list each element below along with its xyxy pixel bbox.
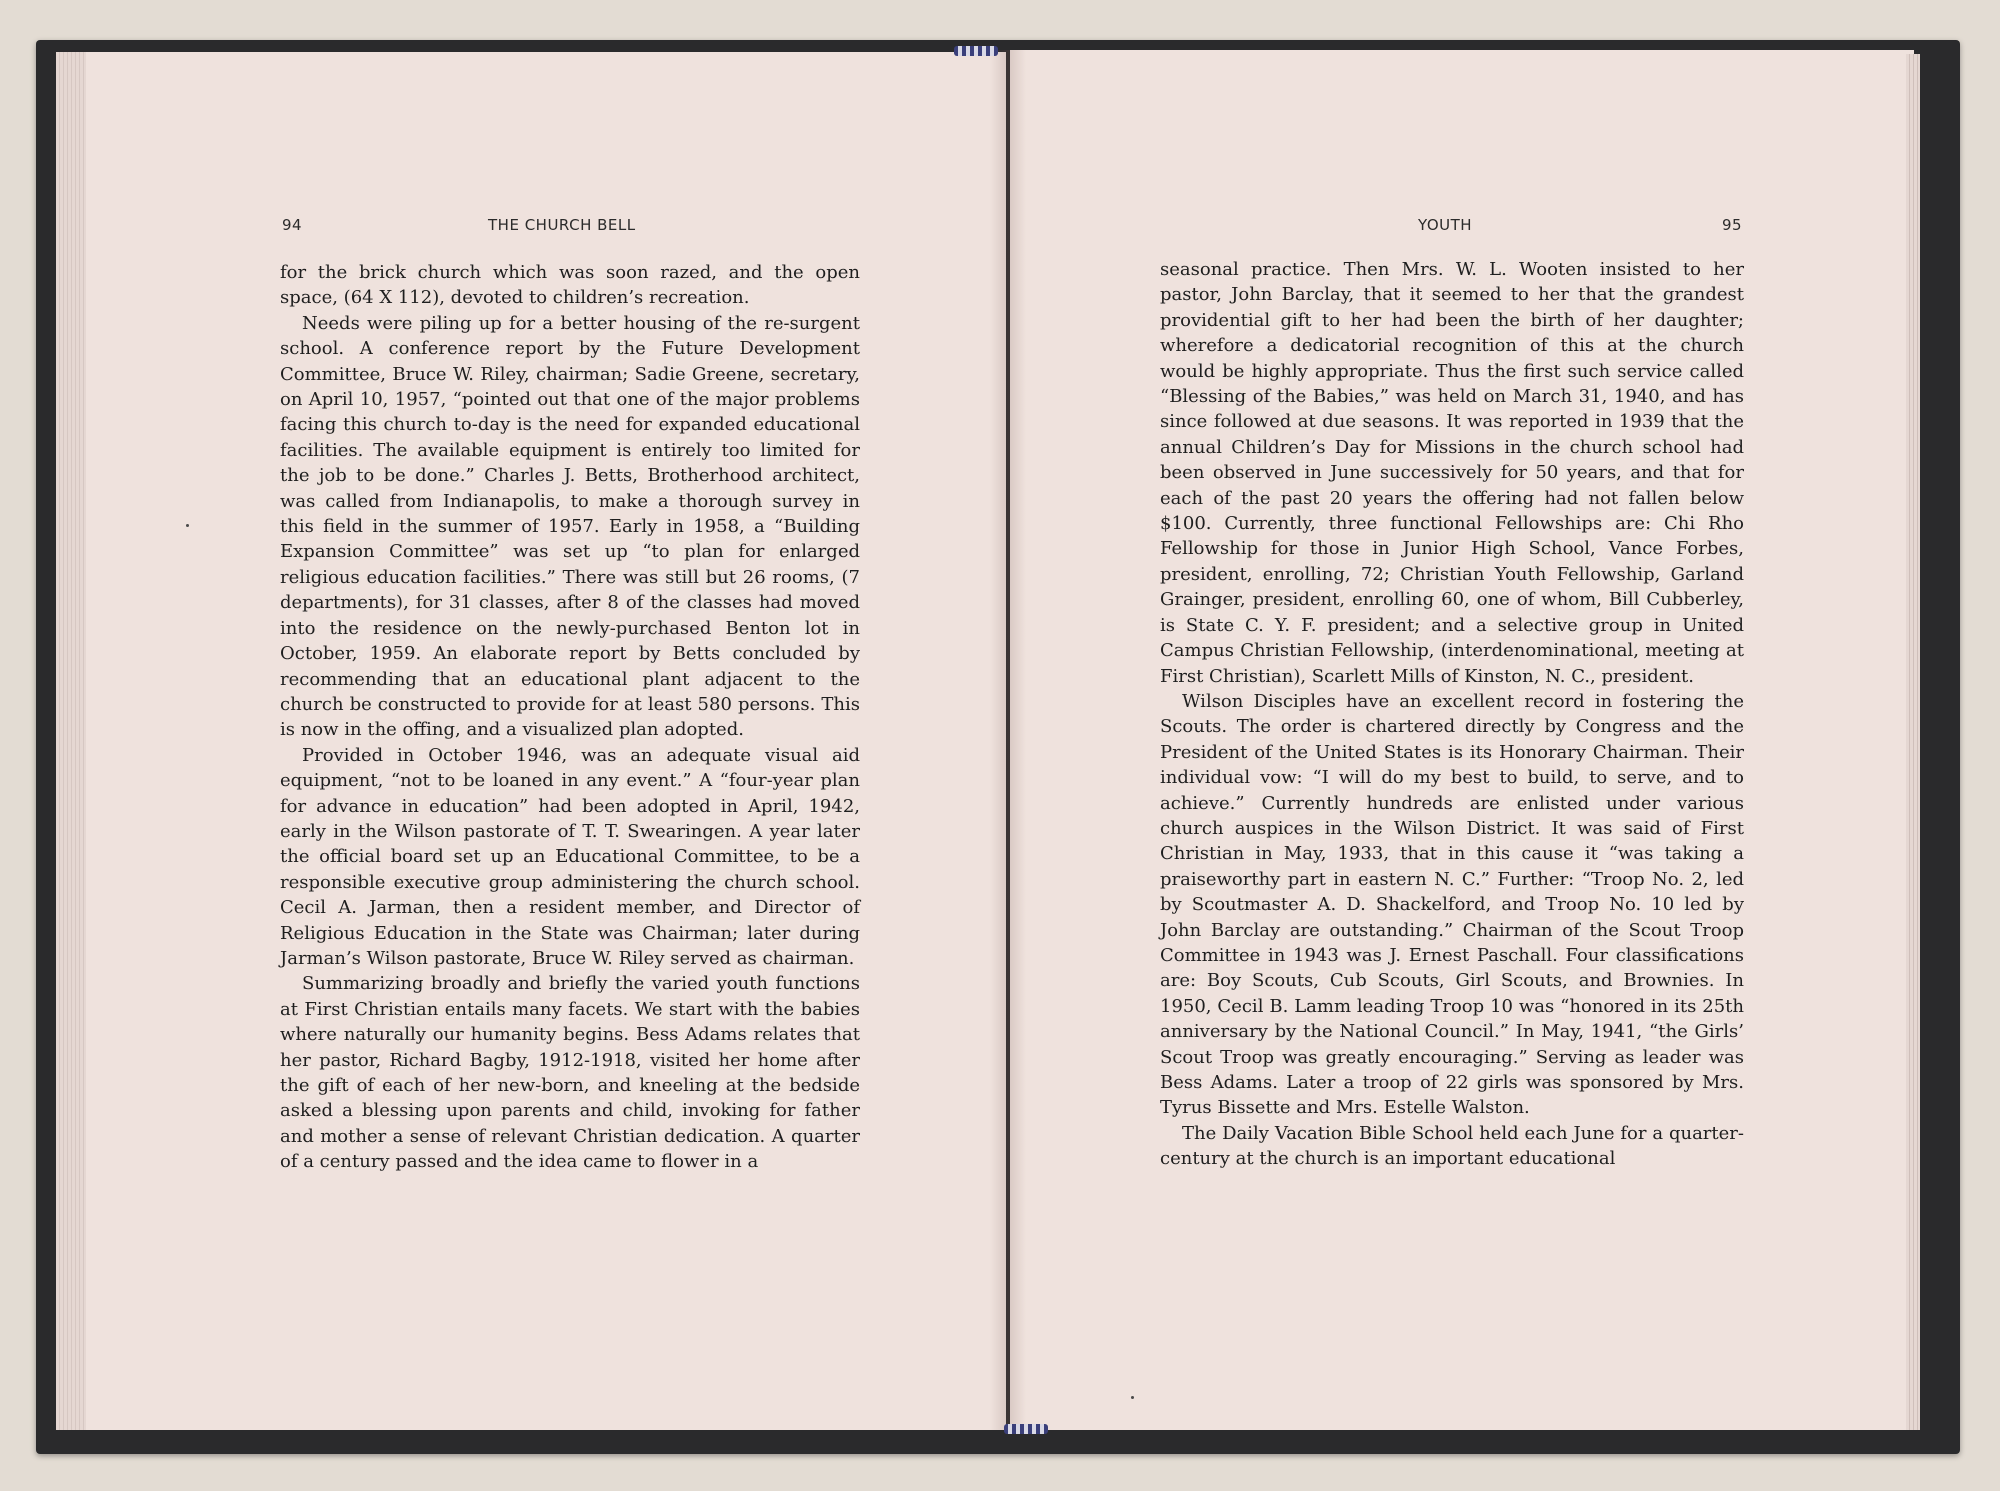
left-paragraph-2: Needs were piling up for a better housing of the re-surgent school. A conference report by the Future Development Committee, Bruce W. Riley, chairman; Sadie Greene, secretary, on April 10, 1957, “pointed out that one of the major problems facing this church to-day is the need for expanded educational facilities. The available equipment is entirely too limited for the job to be done.” Charles J. Betts, Brotherhood architect, was called from Indianapolis, to make a thorough survey in this field in the summer of 1957. Early in 1958, a “Building Expansion Committee” was set up “to plan for enlarged religious education facilities.” There was still but 26 rooms, (7 departments), for 31 classes, after 8 of the classes had moved into the residence on the newly-purchased Benton lot in October, 1959. An elaborate report by Betts concluded by recommending that an educational plant adjacent to the church be constructed to provide for at least 580 persons. This is now in the offing, and a visualized plan adopted. [280,312,860,741]
book-gutter [990,50,1026,1430]
right-page-edges [1906,54,1920,1430]
right-page-text [1160,257,1744,1172]
right-running-head: YOUTH [1418,216,1473,234]
paper-speck [186,524,189,527]
right-page-number: 95 [1722,216,1743,234]
left-paragraph-3: Provided in October 1946, was an adequate visual aid equipment, “not to be loaned in any event.” A “four-year plan for advance in education” had been adopted in April, 1942, early in the Wilson pastorate of T. T. Swearingen. A year later the official board set up an Educational Committee, to be a responsible executive group administering the church school. Cecil A. Jarman, then a resident member, and Director of Religious Education in the State was Chairman; later during Jarman’s Wilson pastorate, Bruce W. Riley served as chairman. [280,744,860,969]
left-page-edges [56,52,86,1430]
left-paragraph-4: Summarizing broadly and briefly the varied youth functions at First Christian entails many facets. We start with the babies where naturally our humanity begins. Bess Adams relates that her pastor, Richard Bagby, 1912-1918, visited her home after the gift of each of her new-born, and kneeling at the bedside asked a blessing upon parents and child, invoking for father and mother a sense of relevant Christian dedication. A quarter of a century passed and the idea came to flower in a [280,973,860,1173]
right-paragraph-1: seasonal practice. Then Mrs. W. L. Wooten insisted to her pastor, John Barclay, that it seemed to her that the grandest providential gift to her had been the birth of her daughter; wherefore a dedicatorial recognition of this at the church would be highly appropriate. Thus the first such service called “Blessing of the Babies,” was held on March 31, 1940, and has since followed at due seasons. It was reported in 1939 that the annual Children’s Day for Missions in the church school had been observed in June successively for 50 years, and that for each of the past 20 years the offering had not fallen below $100. Currently, three functional Fellowships are: Chi Rho Fellowship for those in Junior High School, Vance Forbes, president, enrolling, 72; Christian Youth Fellowship, Garland Grainger, president, enrolling 60, one of whom, Bill Cubberley, is State C. Y. F. president; and a selective group in United Campus Christian Fellowship, (interdenominational, meeting at First Christian), Scarlett Mills of Kinston, N. C., president. [1160,259,1744,687]
paper-speck [1131,1396,1134,1399]
headband-top [954,46,998,56]
headband-bottom [1004,1424,1048,1434]
right-paragraph-3: The Daily Vacation Bible School held each June for a quarter-century at the church is an important educational [1160,1122,1744,1170]
left-paragraph-1: for the brick church which was soon razed, and the open space, (64 X 112), devoted to children’s recreation. [280,262,860,309]
left-page-number: 94 [282,216,303,234]
right-paragraph-2: Wilson Disciples have an excellent record in fostering the Scouts. The order is chartered directly by Congress and the President of the United States is its Honorary Chairman. Their individual vow: “I will do my best to build, to serve, and to achieve.” Currently hundreds are enlisted under various church auspices in the Wilson District. It was said of First Christian in May, 1933, that in this cause it “was taking a praiseworthy part in eastern N. C.” Further: “Troop No. 2, led by Scoutmaster A. D. Shackelford, and Troop No. 10 led by John Barclay are outstanding.” Chairman of the Scout Troop Committee in 1943 was J. Ernest Paschall. Four classifications are: Boy Scouts, Cub Scouts, Girl Scouts, and Brownies. In 1950, Cecil B. Lamm leading Troop 10 was “honored in its 25th anniversary by the National Council.” In May, 1941, “the Girls’ Scout Troop was greatly encouraging.” Serving as leader was Bess Adams. Later a troop of 22 girls was sponsored by Mrs. Tyrus Bissette and Mrs. Estelle Walston. [1160,690,1744,1119]
left-running-head: THE CHURCH BELL [488,216,636,234]
left-page-text [280,260,860,1175]
